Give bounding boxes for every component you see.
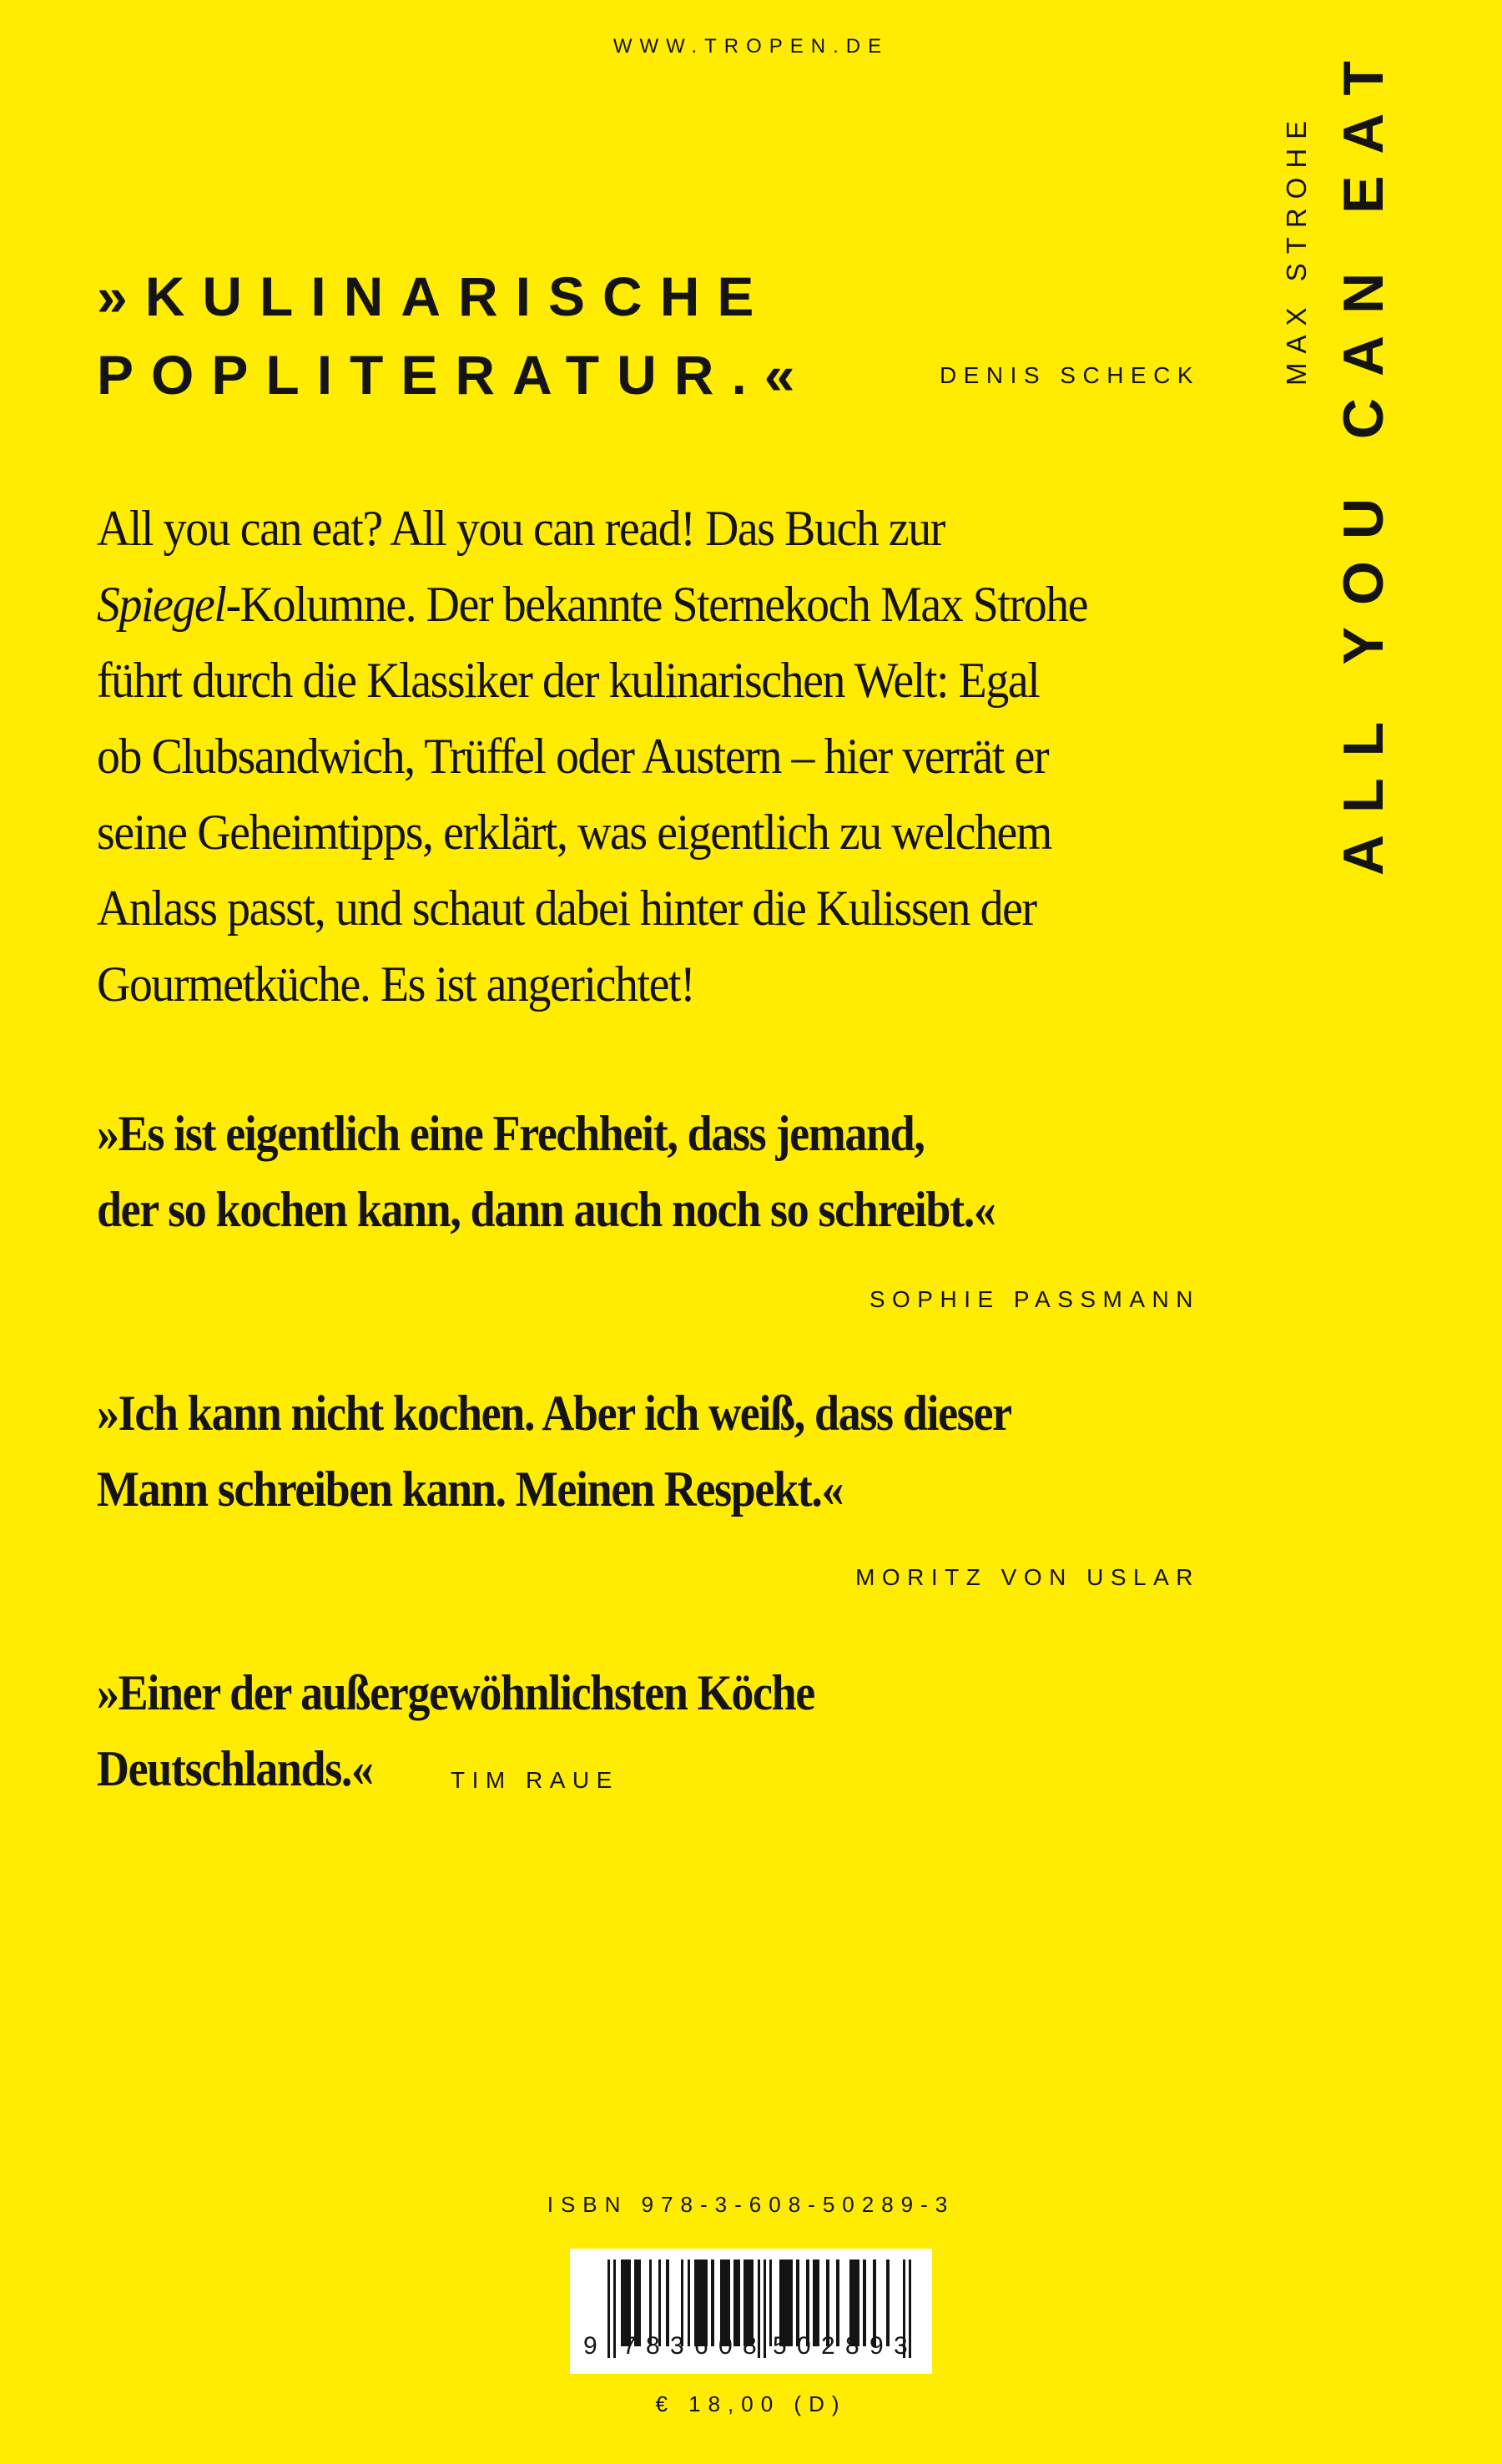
quote-line: »Ich kann nicht kochen. Aber ich weiß, dass dieser bbox=[97, 1386, 1011, 1441]
review-quote-uslar bbox=[97, 1376, 1011, 1527]
quote-attribution: SOPHIE PASSMANN bbox=[869, 1286, 1200, 1312]
blurb-line: All you can eat? All you can read! Das Buch zur bbox=[97, 501, 945, 556]
blurb-line: ob Clubsandwich, Trüffel oder Austern – hier verrät er bbox=[97, 729, 1049, 784]
spiegel-italic: Spiegel bbox=[97, 577, 226, 632]
spine-title: ALL YOU CAN EAT bbox=[1332, 38, 1395, 876]
spine-author: MAX STROHE bbox=[1281, 111, 1312, 386]
quote-line: »Einer der außergewöhnlichsten Köche bbox=[97, 1665, 814, 1720]
blurb-text bbox=[97, 491, 1167, 1022]
blurb-line: Spiegel-Kolumne. Der bekannte Sternekoch Max Strohe bbox=[97, 577, 1088, 632]
publisher-website: WWW.TROPEN.DE bbox=[612, 35, 890, 58]
quote-attribution: TIM RAUE bbox=[451, 1767, 619, 1793]
blurb-line: seine Geheimtipps, erklärt, was eigentlich zu welchem bbox=[97, 805, 1051, 860]
quote-attribution: MORITZ VON USLAR bbox=[855, 1564, 1200, 1590]
isbn-label: ISBN 978-3-608-50289-3 bbox=[547, 2192, 955, 2217]
barcode bbox=[570, 2249, 932, 2374]
quote-line: »Es ist eigentlich eine Frechheit, dass jemand, bbox=[97, 1106, 925, 1161]
headline-line: POPLITERATUR.« bbox=[97, 344, 813, 406]
quote-line: Mann schreiben kann. Meinen Respekt.« bbox=[97, 1462, 844, 1517]
blurb-line: Anlass passt, und schaut dabei hinter die Kulissen der bbox=[97, 881, 1036, 936]
review-quote-passmann bbox=[97, 1096, 995, 1248]
headline-line: »KULINARISCHE bbox=[97, 265, 772, 327]
quote-line: Deutschlands.« bbox=[97, 1741, 373, 1796]
quote-line: der so kochen kann, dann auch noch so schreibt.« bbox=[97, 1182, 995, 1237]
blurb-line: führt durch die Klassiker der kulinarischen Welt: Egal bbox=[97, 653, 1040, 708]
headline-attribution: DENIS SCHECK bbox=[939, 362, 1200, 388]
blurb-line: Gourmetküche. Es ist angerichtet! bbox=[97, 957, 695, 1012]
headline-quote bbox=[97, 257, 812, 414]
price-label: € 18,00 (D) bbox=[655, 2391, 847, 2416]
barcode-digits: 9 7 8 3 6 0 8 5 0 2 8 9 3 bbox=[583, 2332, 908, 2360]
